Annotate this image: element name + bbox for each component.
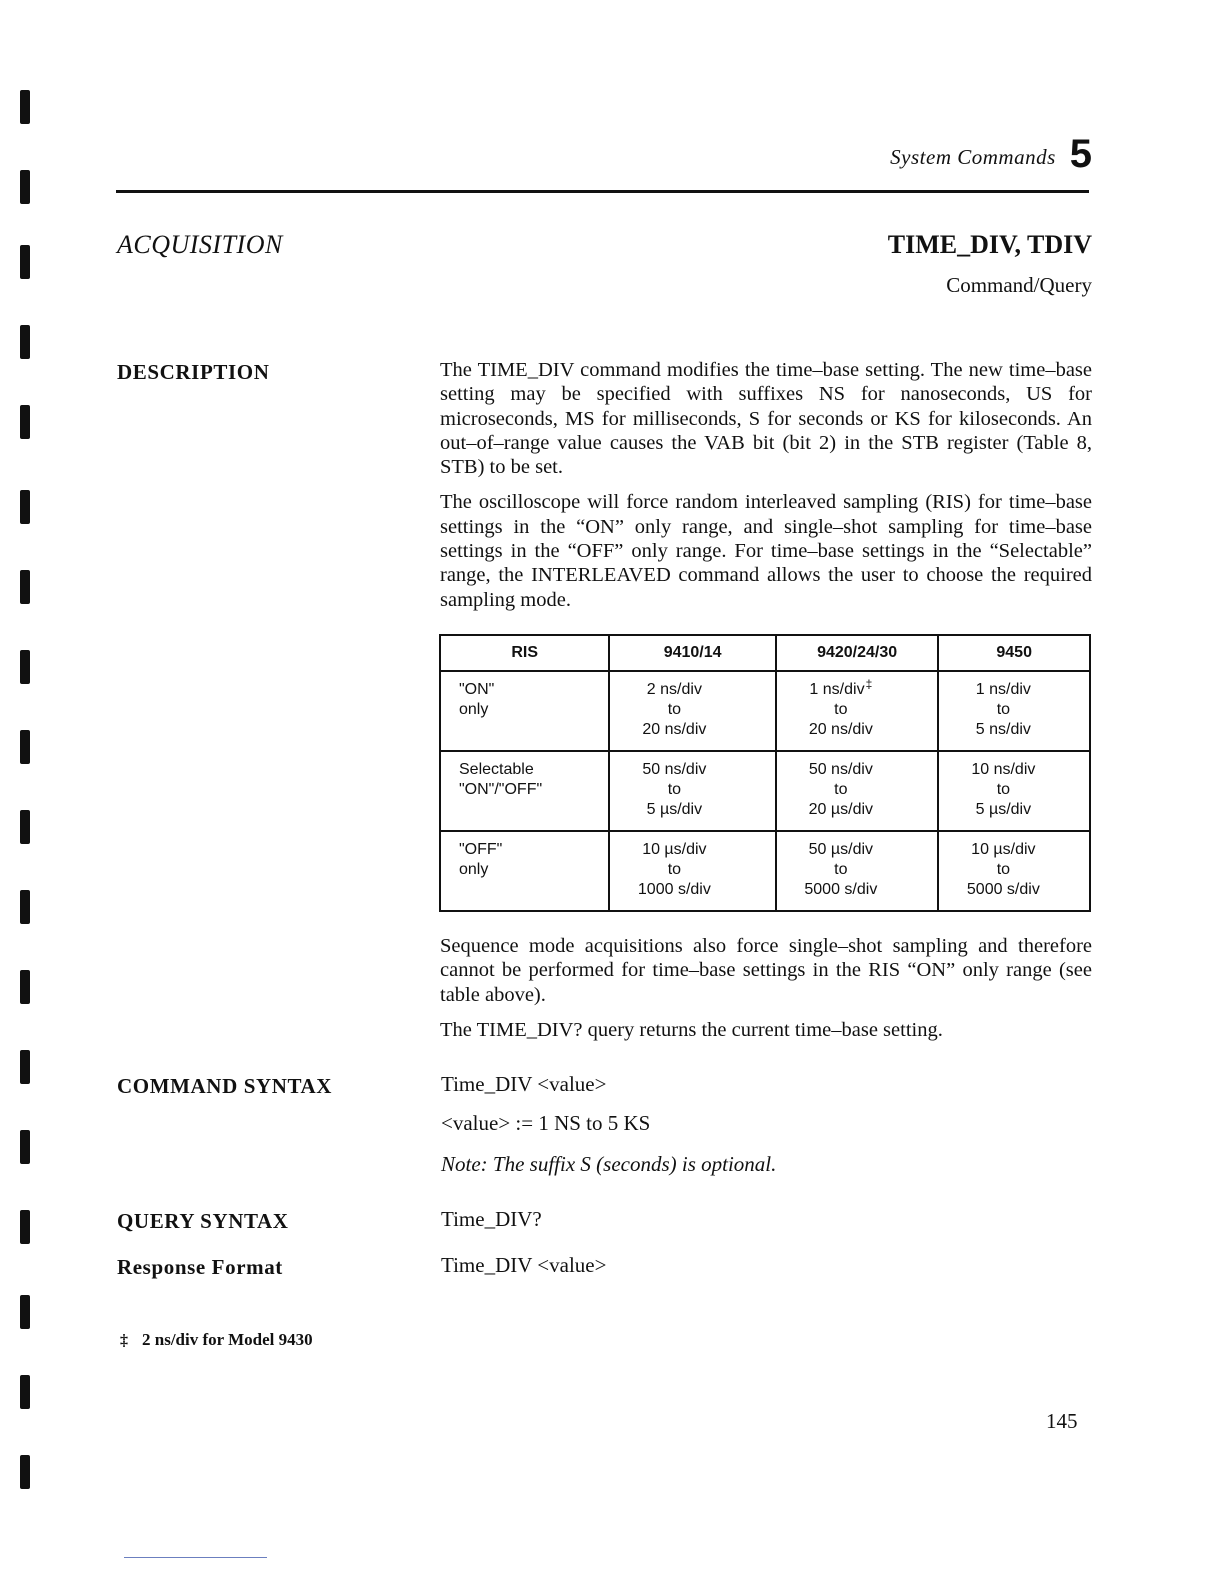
range-to: to [996, 701, 1011, 718]
range-to: to [996, 781, 1011, 798]
table-header-cell: 9450 [938, 635, 1090, 671]
description-paragraph: The TIME_DIV command modifies the time–base setting. The new time–base setting may be specified with suffixes NS for nanoseconds, US for microseconds, MS for milliseconds, S for seconds or KS for kiloseconds. An out–of–range value causes the VAB bit (bit 2) in the STB register (Table 8, STB) to be set. [440, 359, 1092, 479]
range-end: 20 µs/div [808, 801, 874, 818]
row-label-line: "OFF" [459, 841, 503, 858]
range-cell [938, 831, 1090, 911]
table-header-cell: 9410/14 [609, 635, 775, 671]
range-to: to [834, 701, 848, 718]
binding-mark [20, 1455, 30, 1489]
range-to: to [667, 861, 682, 878]
description-label: DESCRIPTION [117, 360, 270, 384]
range-to: to [996, 861, 1011, 878]
binding-mark [20, 325, 30, 359]
binding-mark [20, 1210, 30, 1244]
range-to: to [834, 781, 848, 798]
binding-mark [20, 405, 30, 439]
description-continued [440, 934, 1092, 1053]
binding-mark [20, 730, 30, 764]
range-cell [776, 751, 939, 831]
section-category: ACQUISITION [117, 230, 283, 259]
response-format-label: Response Format [117, 1255, 283, 1279]
table-row [440, 831, 1090, 911]
description-body [440, 358, 1092, 623]
range-end: 5000 s/div [804, 881, 878, 898]
range-to: to [667, 701, 682, 718]
binding-mark [20, 170, 30, 204]
range-cell [609, 671, 775, 751]
range-end: 5000 s/div [966, 881, 1040, 898]
command-title: TIME_DIV, TDIV [887, 230, 1092, 259]
binding-mark [20, 1295, 30, 1329]
row-label [440, 751, 609, 831]
binding-mark [20, 90, 30, 124]
query-syntax-label: QUERY SYNTAX [117, 1209, 289, 1233]
footnote-dagger: ‡ [120, 1332, 128, 1349]
row-label-line: only [459, 701, 489, 718]
value-definition: <value> := 1 NS to 5 KS [441, 1111, 651, 1135]
range-cell [938, 671, 1090, 751]
table-row [440, 751, 1090, 831]
row-label [440, 671, 609, 751]
range-end: 20 ns/div [808, 721, 873, 738]
range-from: 10 µs/div [971, 841, 1036, 858]
range-from: 2 ns/div [646, 681, 702, 698]
binding-mark [20, 570, 30, 604]
binding-mark [20, 1050, 30, 1084]
range-end: 5 µs/div [646, 801, 703, 818]
chapter-number: 5 [1069, 132, 1092, 176]
range-end: 5 ns/div [975, 721, 1031, 738]
syntax-note: Note: The suffix S (seconds) is optional. [441, 1152, 777, 1176]
footnote-dagger: ‡ [865, 676, 873, 691]
range-to: to [834, 861, 848, 878]
table-row [440, 671, 1090, 751]
range-from: 50 ns/div [808, 761, 873, 778]
range-cell [776, 831, 939, 911]
footnote [120, 1330, 313, 1350]
range-cell [609, 751, 775, 831]
range-cell [609, 831, 775, 911]
range-from: 1 ns/div [809, 681, 865, 698]
binding-mark [20, 490, 30, 524]
response-format: Time_DIV <value> [441, 1253, 607, 1277]
command-syntax-label: COMMAND SYNTAX [117, 1074, 333, 1098]
row-label [440, 831, 609, 911]
range-to: to [667, 781, 682, 798]
range-from: 50 µs/div [808, 841, 874, 858]
range-end: 20 ns/div [642, 721, 707, 738]
running-title: System Commands [890, 145, 1056, 169]
range-from: 10 µs/div [642, 841, 707, 858]
binding-mark [20, 1130, 30, 1164]
row-label-line: only [459, 861, 489, 878]
binding-mark [20, 1375, 30, 1409]
query-syntax: Time_DIV? [441, 1207, 542, 1231]
range-cell [776, 671, 939, 751]
range-end: 1000 s/div [637, 881, 711, 898]
row-label-line: "ON"/"OFF" [459, 781, 543, 798]
running-header [890, 134, 1092, 174]
binding-mark [20, 810, 30, 844]
binding-mark [20, 890, 30, 924]
header-rule [116, 190, 1089, 193]
range-from: 50 ns/div [642, 761, 707, 778]
table-header-cell: 9420/24/30 [776, 635, 939, 671]
binding-mark [20, 650, 30, 684]
range-cell [938, 751, 1090, 831]
table-header-cell: RIS [440, 635, 609, 671]
binding-mark [20, 245, 30, 279]
binding-mark [20, 970, 30, 1004]
row-label-line: Selectable [459, 761, 534, 778]
page-number: 145 [1046, 1409, 1078, 1433]
scan-artifact-line [124, 1557, 267, 1558]
description-paragraph: Sequence mode acquisitions also force single–shot sampling and therefore cannot be performed for time–base settings in the RIS “ON” only range (see table above). [440, 935, 1092, 1006]
command-type: Command/Query [946, 273, 1092, 297]
table-header-row [440, 635, 1090, 671]
description-paragraph: The oscilloscope will force random interleaved sampling (RIS) for time–base settings in the “ON” only range, and single–shot sampling for time–base settings in the “OFF” only range. For time–base settings in the “Selectable” range, the INTERLEAVED command allows the user to choose the required sampling mode. [440, 491, 1092, 611]
range-from: 1 ns/div [975, 681, 1031, 698]
footnote-text: 2 ns/div for Model 9430 [142, 1330, 313, 1349]
range-end: 5 µs/div [975, 801, 1032, 818]
row-label-line: "ON" [459, 681, 495, 698]
description-paragraph: The TIME_DIV? query returns the current time–base setting. [440, 1018, 943, 1041]
range-from: 10 ns/div [971, 761, 1036, 778]
ris-range-table [439, 634, 1091, 912]
command-syntax: Time_DIV <value> [441, 1072, 607, 1096]
